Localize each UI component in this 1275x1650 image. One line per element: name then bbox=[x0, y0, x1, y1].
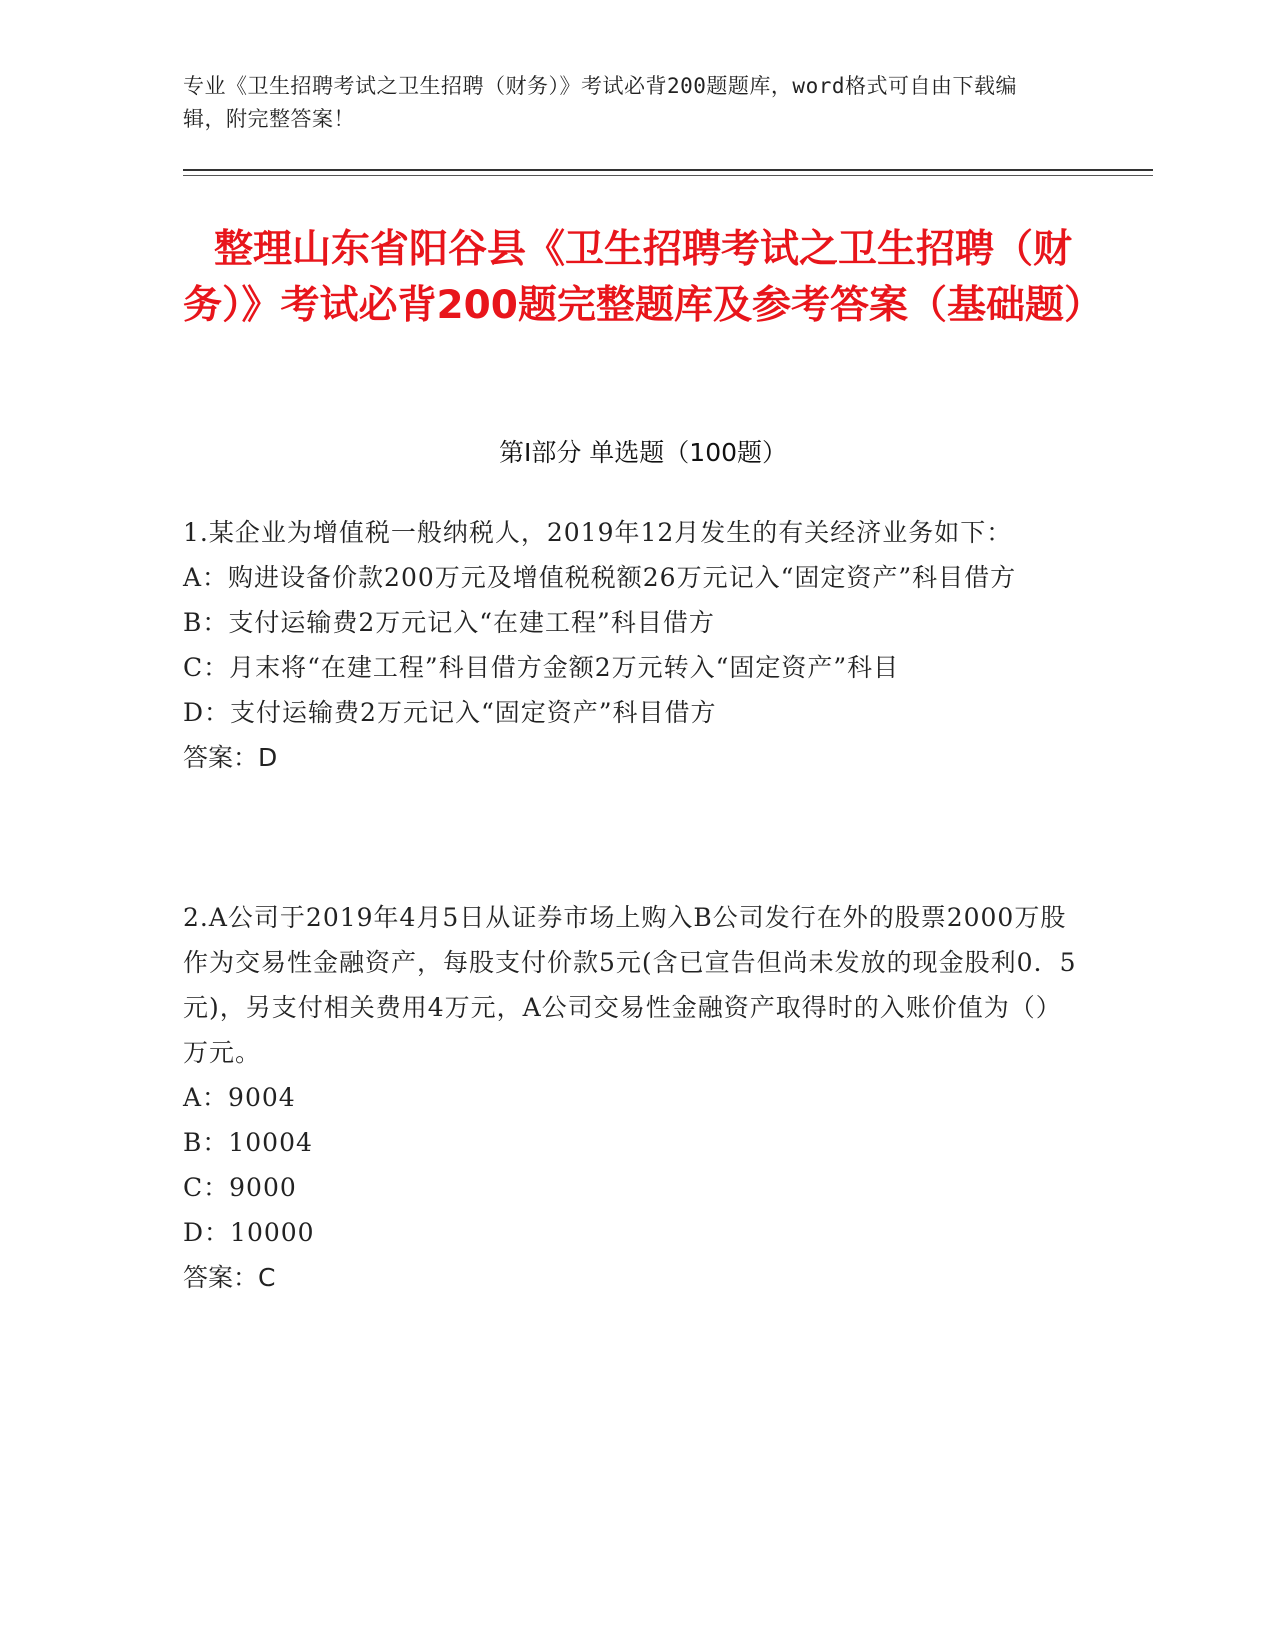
header-divider-thick bbox=[183, 169, 1153, 171]
answer-line bbox=[183, 1255, 1083, 1300]
header-note: 专业《卫生招聘考试之卫生招聘（财务）》考试必背200题题库，word格式可自由下载编辑，附完整答案！ bbox=[183, 74, 1017, 131]
option-a: A：购进设备价款200万元及增值税税额26万元记入“固定资产”科目借方 bbox=[183, 563, 1017, 592]
question-1 bbox=[183, 510, 1083, 780]
question-2 bbox=[183, 895, 1083, 1300]
option-d: D：10000 bbox=[183, 1218, 315, 1247]
option-c: C：月末将“在建工程”科目借方金额2万元转入“固定资产”科目 bbox=[183, 653, 900, 682]
question-stem: 1.某企业为增值税一般纳税人，2019年12月发生的有关经济业务如下： bbox=[183, 518, 1013, 547]
option-b: B：10004 bbox=[183, 1128, 313, 1157]
answer-label: 答案： bbox=[183, 1263, 259, 1292]
answer-value: D bbox=[258, 743, 278, 772]
document-title: 整理山东省阳谷县《卫生招聘考试之卫生招聘（财务）》考试必背200题完整题库及参考答案（基础题） bbox=[183, 227, 1103, 328]
answer-label: 答案： bbox=[183, 743, 259, 772]
answer-line bbox=[183, 735, 1083, 780]
option-a: A：9004 bbox=[183, 1083, 296, 1112]
section-title: 第Ⅰ部分 单选题（100题） bbox=[498, 438, 788, 467]
option-b: B：支付运输费2万元记入“在建工程”科目借方 bbox=[183, 608, 715, 637]
option-c: C：9000 bbox=[183, 1173, 297, 1202]
answer-value: C bbox=[258, 1263, 276, 1292]
header-divider-thin bbox=[183, 175, 1153, 176]
option-d: D：支付运输费2万元记入“固定资产”科目借方 bbox=[183, 698, 717, 727]
question-stem: 2.A公司于2019年4月5日从证券市场上购入B公司发行在外的股票2000万股作为交易性金融资产，每股支付价款5元(含已宣告但尚未发放的现金股利0．5元)，另支付相关费用4万元，A公司交易性金融资产取得时的入账价值为（）万元。 bbox=[183, 903, 1077, 1067]
